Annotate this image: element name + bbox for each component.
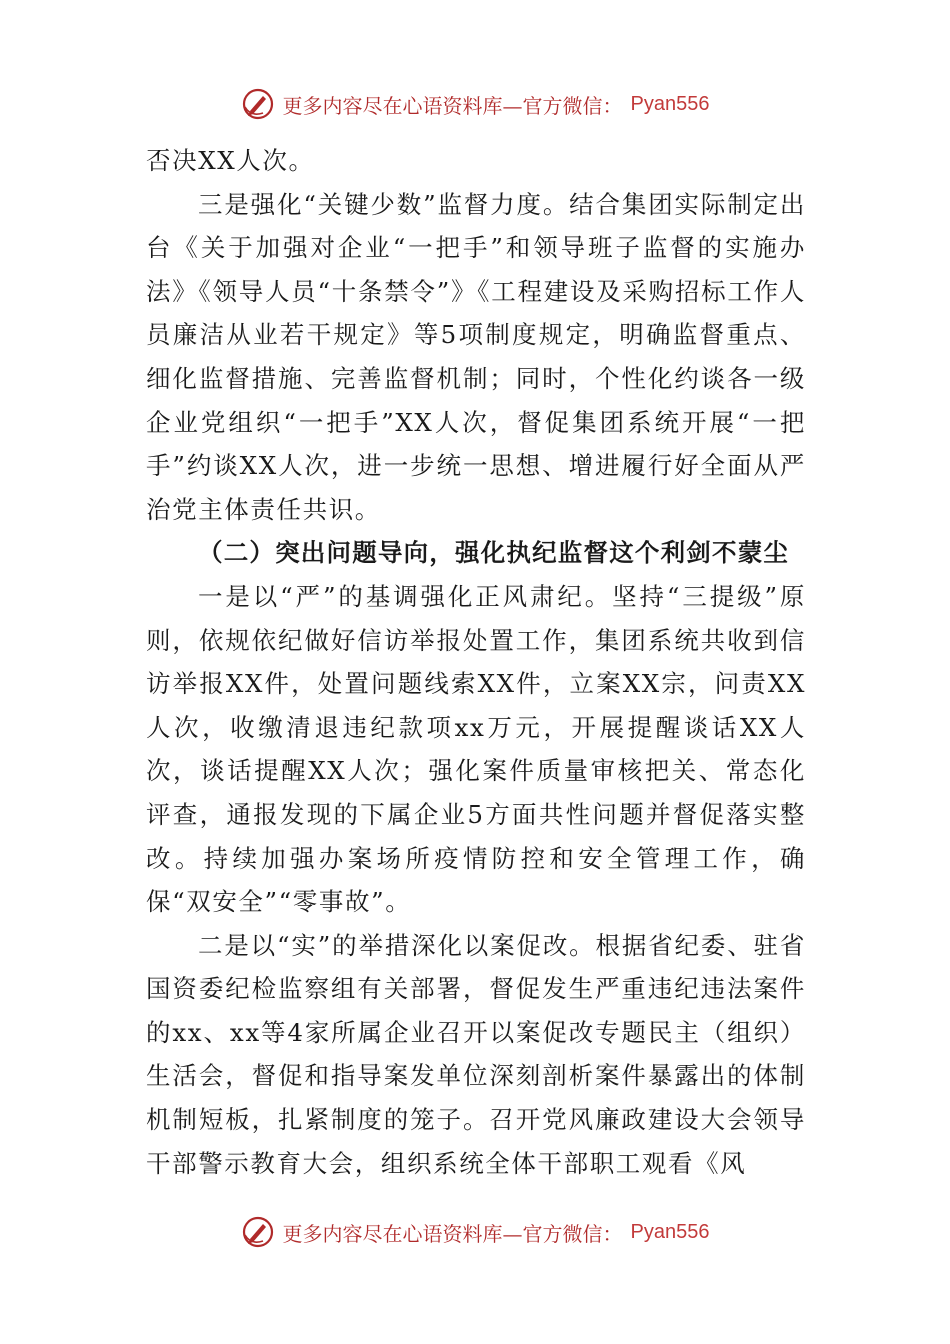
- paragraph-key-minority: 三是强化“关键少数”监督力度。结合集团实际制定出台《关于加强对企业“一把手”和领导班子监督的实施办法》《领导人员“十条禁令”》《工程建设及采购招标工作人员廉洁从业若干规定》等5项制度规定，明确监督重点、细化监督措施、完善监督机制；同时，个性化约谈各一级企业党组织“一把手”XX人次，督促集团系统开展“一把手”约谈XX人次，进一步统一思想、增进履行好全面从严治党主体责任共识。: [146, 189, 806, 524]
- watermark-wechat-id: Pyan556: [630, 1220, 710, 1243]
- document-body: [146, 139, 806, 1185]
- pen-circle-logo-icon: [241, 87, 275, 121]
- paragraph-case-reform: 二是以“实”的举措深化以案促改。根据省纪委、驻省国资委纪检监察组有关部署，督促发生严重违纪违法案件的xx、xx等4家所属企业召开以案促改专题民主（组织）生活会，督促和指导案发单位深刻剖析案件暴露出的体制机制短板，扎紧制度的笼子。召开党风廉政建设大会领导干部警示教育大会，组织系统全体干部职工观看《风: [146, 930, 806, 1178]
- watermark-text: 更多内容尽在心语资料库—官方微信：: [282, 93, 623, 118]
- paragraph-strict-discipline: 一是以“严”的基调强化正风肃纪。坚持“三提级”原则，依规依纪做好信访举报处置工作，集团系统共收到信访举报XX件，处置问题线索XX件，立案XX宗，问责XX人次，收缴清退违纪款项xx万元，开展提醒谈话XX人次，谈话提醒XX人次；强化案件质量审核把关、常态化评查，通报发现的下属企业5方面共性问题并督促落实整改。持续加强办案场所疫情防控和安全管理工作，确保“双安全”“零事故”。: [146, 581, 806, 917]
- watermark-footer: [0, 1212, 950, 1252]
- watermark-text: 更多内容尽在心语资料库—官方微信：: [282, 1221, 623, 1246]
- watermark-wechat-id: Pyan556: [630, 92, 710, 115]
- pen-circle-logo-icon: [241, 1215, 275, 1249]
- watermark-header: [0, 84, 950, 124]
- section-heading-2: （二）突出问题导向，强化执纪监督这个利剑不蒙尘: [198, 538, 790, 568]
- paragraph-continuation: 否决XX人次。: [146, 146, 315, 175]
